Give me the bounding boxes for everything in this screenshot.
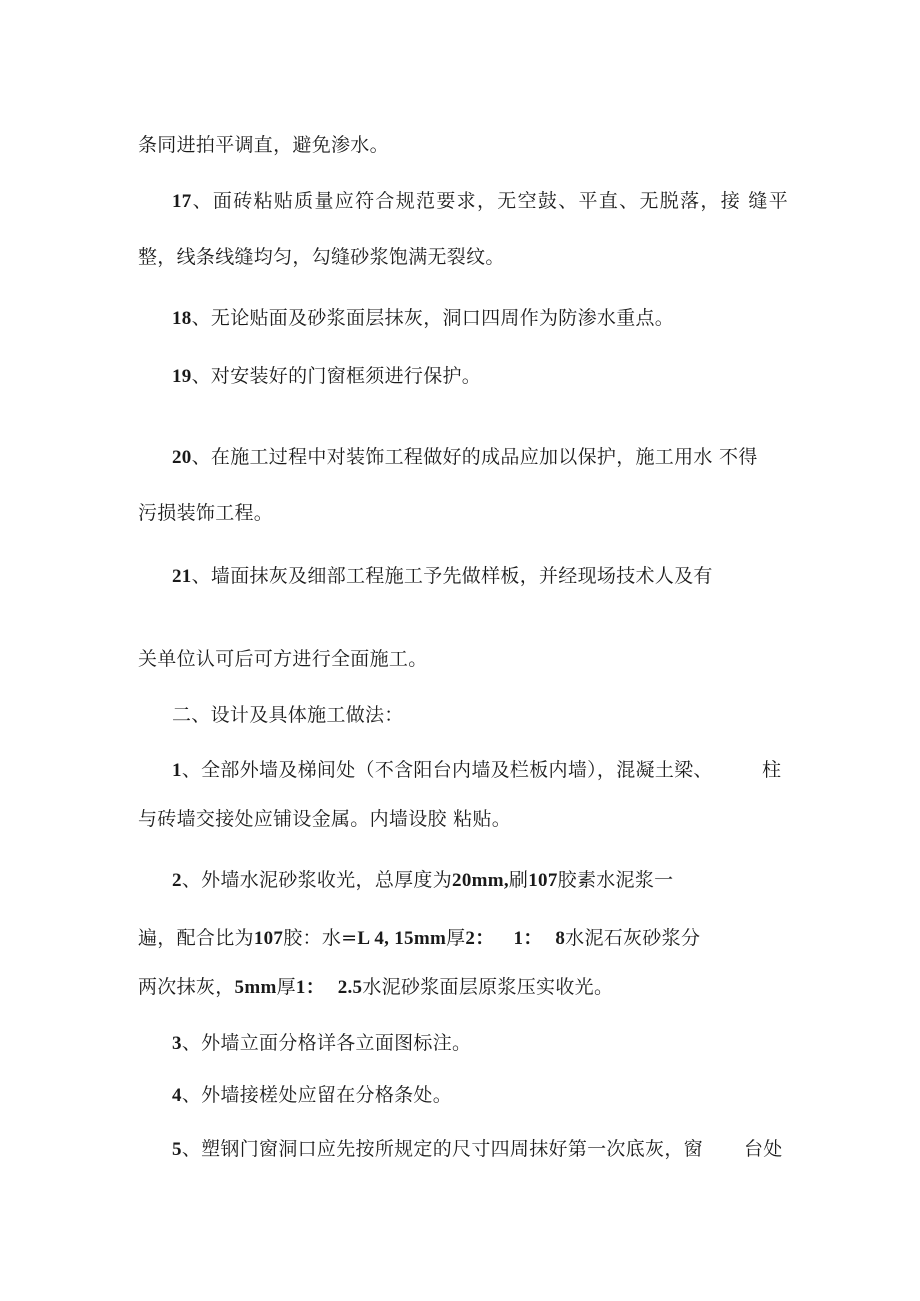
- text-span: 厚: [446, 927, 466, 949]
- text-span: 、外墙接槎处应留在分格条处。: [181, 1084, 453, 1106]
- text-span: 条同进拍平调直，避免渗水。: [138, 134, 389, 156]
- item-number: 2: [172, 870, 182, 891]
- text-span: 8: [555, 928, 566, 949]
- text-span: 胶：水=: [283, 927, 358, 949]
- paragraph-1-line-1: [172, 757, 788, 783]
- paragraph-18: [172, 305, 788, 331]
- text-span: 、对安装好的门窗框须进行保护。: [191, 365, 482, 387]
- paragraph-2-line-1: [172, 867, 788, 893]
- paragraph-line: [138, 646, 788, 672]
- text-span: 、墙面抹灰及细部工程施工予先做样板，并经现场技术人及有: [191, 565, 713, 587]
- text-span: 厚: [276, 976, 296, 998]
- paragraph-17-line-1: [172, 188, 788, 214]
- text-span: 、外墙水泥砂浆收光，总厚度为: [181, 869, 453, 891]
- paragraph-3: [172, 1030, 788, 1056]
- paragraph-1-line-2: [138, 806, 788, 832]
- paragraph-17-line-2: [138, 244, 788, 270]
- paragraph-2-line-2: [138, 925, 788, 951]
- text-span: 关单位认可后可方进行全面施工。: [138, 648, 428, 670]
- text-span: 107: [528, 870, 558, 891]
- paragraph-20-line-1: [172, 444, 788, 470]
- paragraph-20-line-2: [138, 500, 788, 526]
- section-heading: [172, 702, 788, 728]
- text-span: 与砖墙交接处应铺设金属。内墙设胶 粘贴。: [138, 808, 512, 830]
- paragraph-19: [172, 363, 788, 389]
- item-number: 3: [172, 1033, 182, 1054]
- text-span: L 4, 15mm: [357, 928, 447, 949]
- item-number: 19: [172, 366, 192, 387]
- text-span: 、全部外墙及梯间处（不含阳台内墙及栏板内墙），混凝土梁、: [181, 759, 713, 781]
- paragraph-2-line-3: [138, 974, 788, 1000]
- text-span: 、无论贴面及砂浆面层抹灰，洞口四周作为防渗水重点。: [191, 307, 675, 329]
- item-number: 5: [172, 1139, 182, 1160]
- text-span: 两次抹灰，: [138, 976, 235, 998]
- paragraph-4: [172, 1082, 788, 1108]
- text-span: 1：: [513, 928, 543, 949]
- item-number: 18: [172, 308, 192, 329]
- item-number: 1: [172, 760, 182, 781]
- text-span: 整，线条线缝均匀，勾缝砂浆饱满无裂纹。: [138, 246, 505, 268]
- text-span: 1：: [295, 977, 325, 998]
- text-span: 5mm: [234, 977, 277, 998]
- text-span: 水泥石灰砂浆分: [565, 927, 701, 949]
- text-span: 胶素水泥浆一: [557, 869, 674, 891]
- text-span: 2.5: [337, 977, 363, 998]
- item-number: 4: [172, 1085, 182, 1106]
- paragraph-21: [172, 563, 788, 589]
- text-span: 柱: [762, 759, 782, 781]
- text-span: 、外墙立面分格详各立面图标注。: [181, 1032, 472, 1054]
- text-span: 107: [253, 928, 284, 949]
- text-span: 20mm,: [452, 870, 509, 891]
- text-span: 、面砖粘贴质量应符合规范要求，无空鼓、平直、无脱落，接 缝平: [191, 190, 788, 212]
- text-span: 台处: [744, 1138, 783, 1160]
- paragraph-5: [172, 1136, 788, 1162]
- text-span: 污损装饰工程。: [138, 502, 274, 524]
- heading-text: 二、设计及具体施工做法：: [172, 704, 404, 726]
- text-span: 遍，配合比为: [138, 927, 254, 949]
- text-span: 水泥砂浆面层原浆压实收光。: [362, 976, 614, 998]
- text-span: 刷: [508, 869, 529, 891]
- item-number: 20: [172, 447, 192, 468]
- item-number: 21: [172, 566, 192, 587]
- text-span: 2：: [465, 928, 495, 949]
- paragraph-line: [138, 132, 788, 158]
- text-span: 、塑钢门窗洞口应先按所规定的尺寸四周抹好第一次底灰，窗: [181, 1138, 703, 1160]
- text-span: 、在施工过程中对装饰工程做好的成品应加以保护，施工用水 不得: [191, 446, 758, 468]
- item-number: 17: [172, 191, 192, 212]
